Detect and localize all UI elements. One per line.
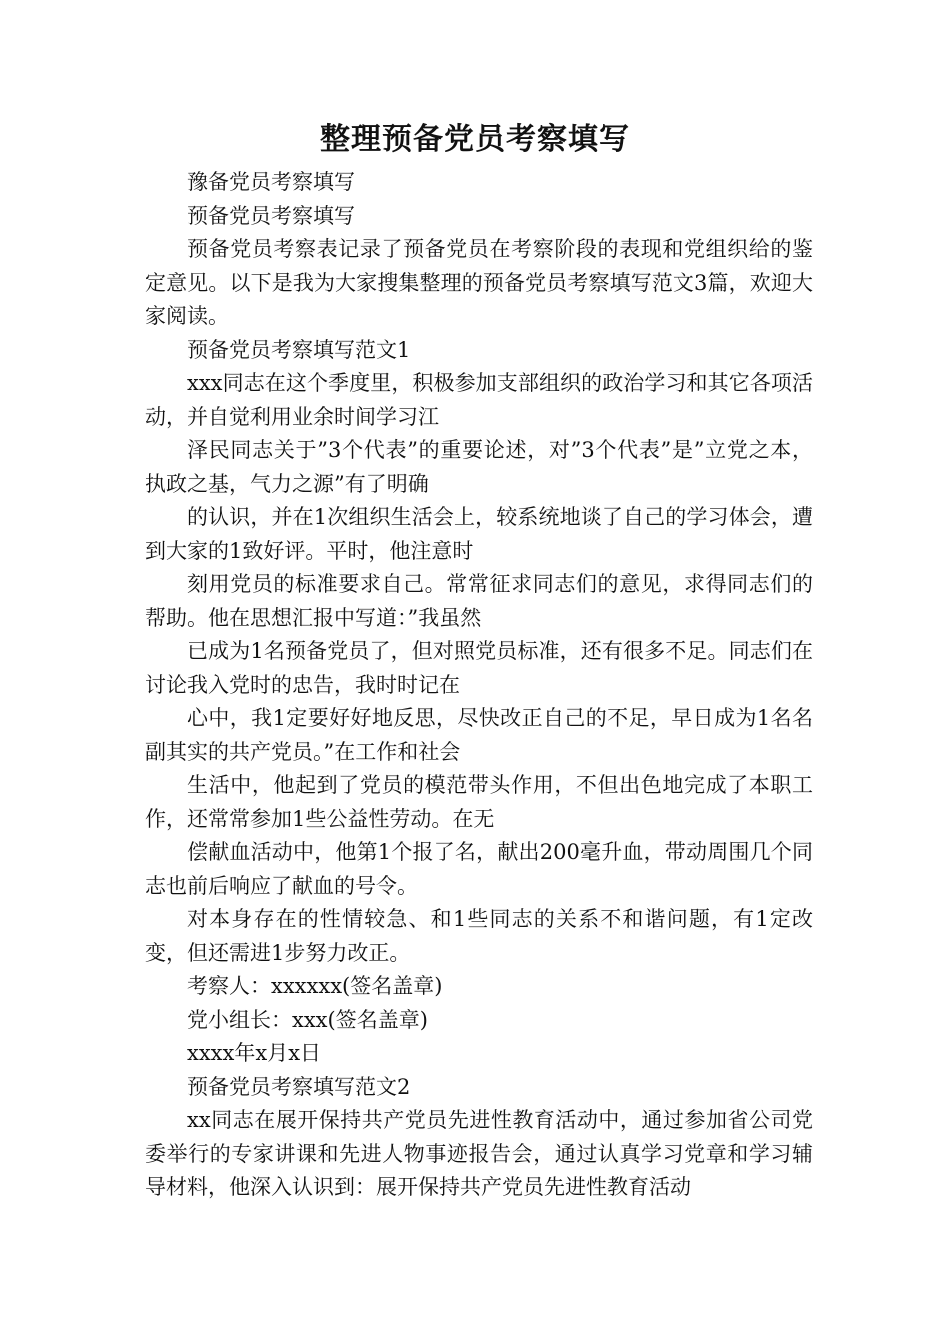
paragraph: 刻用党员的标准要求自己。常常征求同志们的意见，求得同志们的帮助。他在思想汇报中写道：”我虽然 xyxy=(145,572,813,630)
paragraph: 豫备党员考察填写 xyxy=(187,170,355,194)
date-line: xxxx年x月x日 xyxy=(187,1041,322,1065)
document-body xyxy=(145,166,813,1205)
paragraph: 已成为1名预备党员了，但对照党员标准，还有很多不足。同志们在讨论我入党时的忠告，我时时记在 xyxy=(145,639,813,697)
paragraph: 预备党员考察填写 xyxy=(187,203,355,228)
paragraph: 预备党员考察表记录了预备党员在考察阶段的表现和党组织给的鉴定意见。以下是我为大家搜集整理的预备党员考察填写范文3篇，欢迎大家阅读。 xyxy=(145,237,813,328)
paragraph: 的认识，并在1次组织生活会上，较系统地谈了自己的学习体会，遭到大家的1致好评。平时，他注意时 xyxy=(145,505,813,563)
signature-line: 党小组长：xxx(签名盖章) xyxy=(187,1007,428,1032)
paragraph: xxx同志在这个季度里，积极参加支部组织的政治学习和其它各项活动，并自觉利用业余时间学习江 xyxy=(145,371,813,429)
section-heading: 预备党员考察填写范文2 xyxy=(187,1074,411,1099)
paragraph: 泽民同志关于”3个代表”的重要论述，对”3个代表”是”立党之本，执政之基，气力之源”有了明确 xyxy=(145,438,813,496)
signature-line: 考察人：xxxxxx(签名盖章) xyxy=(187,974,443,998)
paragraph: 偿献血活动中，他第1个报了名，献出200毫升血，带动周围几个同志也前后响应了献血的号令。 xyxy=(145,840,813,898)
paragraph: 心中，我1定要好好地反思，尽快改正自己的不足，早日成为1名名副其实的共产党员。”在工作和社会 xyxy=(145,706,813,764)
section-heading: 预备党员考察填写范文1 xyxy=(187,337,411,362)
paragraph: xx同志在展开保持共产党员先进性教育活动中，通过参加省公司党委举行的专家讲课和先进人物事迹报告会，通过认真学习党章和学习辅导材料，他深入认识到：展开保持共产党员先进性教育活动 xyxy=(145,1108,813,1199)
paragraph: 生活中，他起到了党员的模范带头作用，不但出色地完成了本职工作，还常常参加1些公益性劳动。在无 xyxy=(145,773,813,831)
document-title: 整理预备党员考察填写 xyxy=(320,122,630,157)
paragraph: 对本身存在的性情较急、和1些同志的关系不和谐问题，有1定改变，但还需进1步努力改正。 xyxy=(145,907,813,965)
